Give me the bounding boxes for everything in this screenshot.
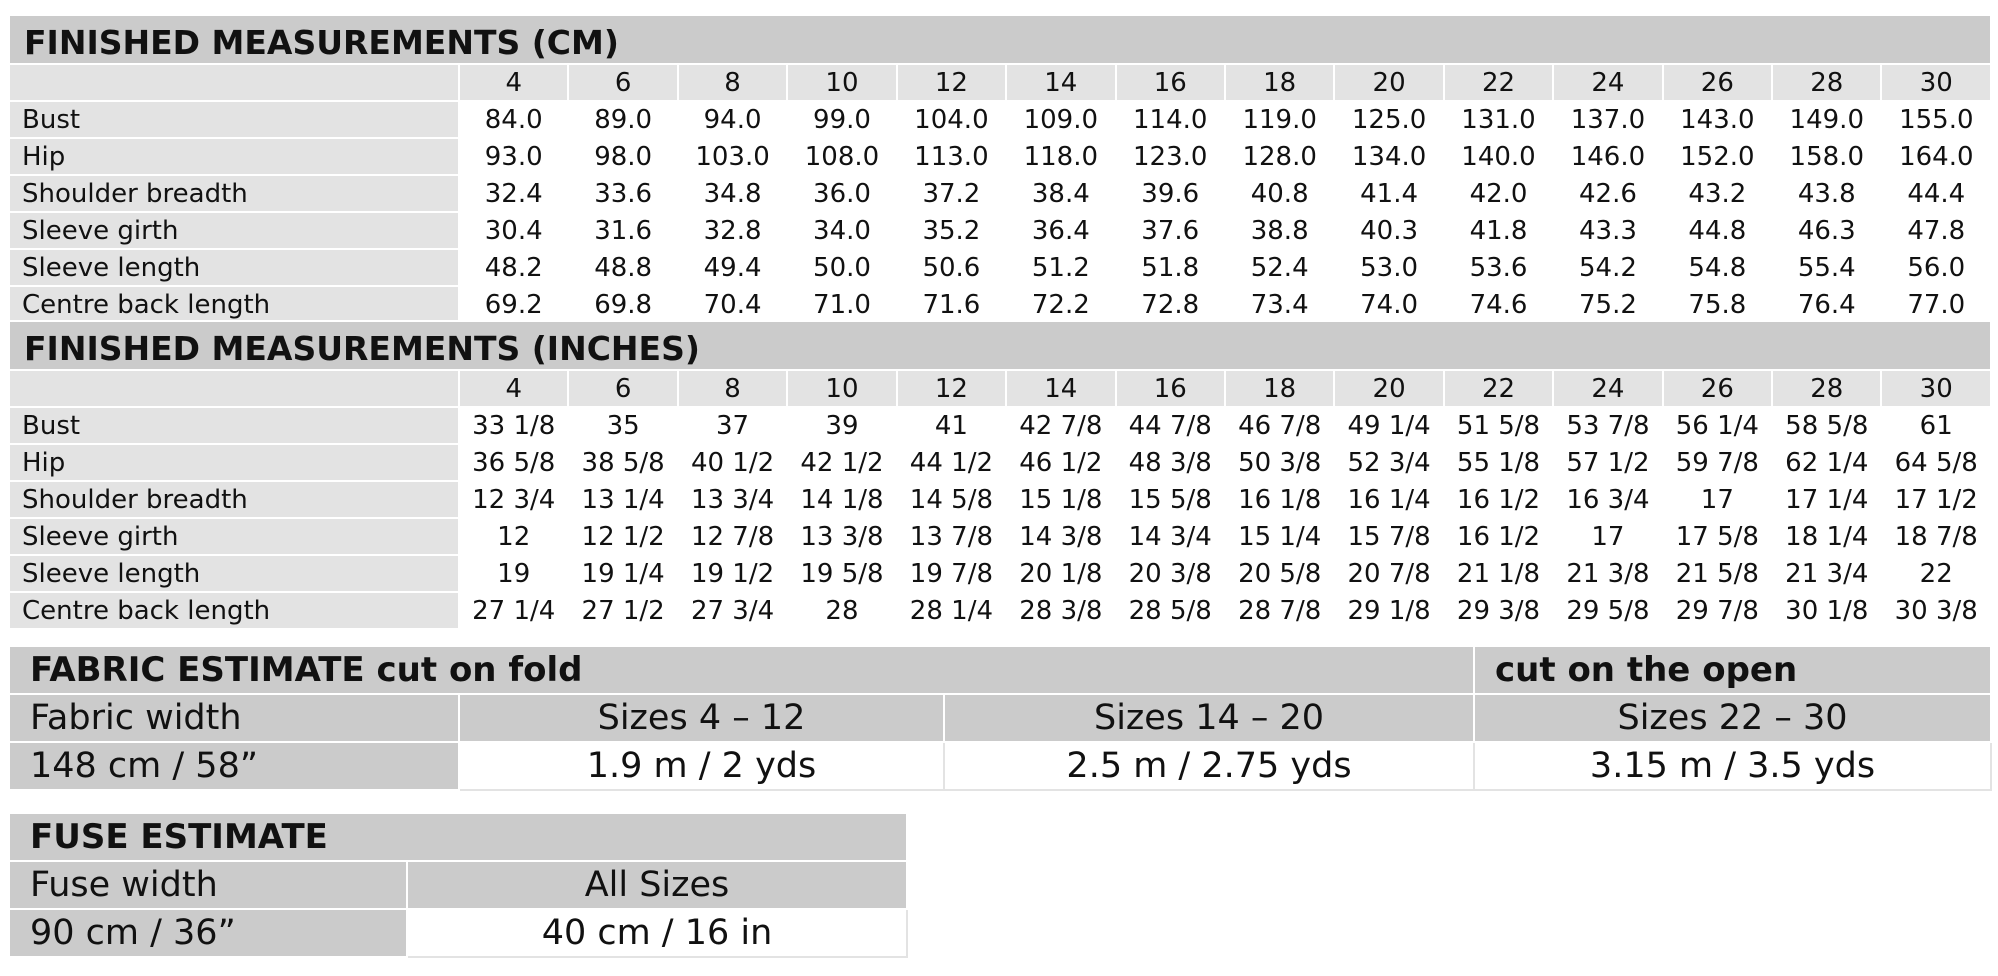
measurement-value: 55 1/8 [1444, 444, 1553, 481]
size-header-cell: 18 [1225, 370, 1334, 407]
measurement-value: 152.0 [1663, 138, 1772, 175]
measurement-label: Hip [9, 138, 459, 175]
measurement-value: 109.0 [1006, 101, 1115, 138]
measurement-value: 42.0 [1444, 175, 1553, 212]
measurement-value: 14 5/8 [897, 481, 1006, 518]
measurement-value: 39 [787, 407, 896, 444]
measurement-value: 18 7/8 [1881, 518, 1990, 555]
measurement-value: 16 1/2 [1444, 518, 1553, 555]
measurement-value: 36 5/8 [459, 444, 568, 481]
measurement-value: 40 1/2 [678, 444, 787, 481]
measurement-value: 21 5/8 [1663, 555, 1772, 592]
measurement-value: 30.4 [459, 212, 568, 249]
measurement-value: 55.4 [1772, 249, 1881, 286]
measurement-row [9, 175, 1991, 212]
measurement-value: 62 1/4 [1772, 444, 1881, 481]
measurement-value: 35 [568, 407, 677, 444]
size-header-cell: 12 [897, 64, 1006, 101]
size-header-cell: 4 [459, 370, 568, 407]
measurement-value: 28 1/4 [897, 592, 1006, 629]
measurement-value: 48 3/8 [1116, 444, 1225, 481]
measurement-value: 34.8 [678, 175, 787, 212]
fabric-amount: 3.15 m / 3.5 yds [1474, 742, 1991, 790]
measurement-value: 104.0 [897, 101, 1006, 138]
section-title: FINISHED MEASUREMENTS (INCHES) [9, 321, 1991, 370]
measurement-value: 46 7/8 [1225, 407, 1334, 444]
measurement-value: 103.0 [678, 138, 787, 175]
measurement-row [9, 212, 1991, 249]
measurement-label: Centre back length [9, 592, 459, 629]
measurement-value: 21 3/4 [1772, 555, 1881, 592]
measurement-row [9, 249, 1991, 286]
measurement-value: 69.2 [459, 286, 568, 323]
measurement-label: Bust [9, 407, 459, 444]
section-header-row [9, 15, 1991, 64]
measurement-value: 20 3/8 [1116, 555, 1225, 592]
measurement-value: 48.2 [459, 249, 568, 286]
measurement-value: 53.6 [1444, 249, 1553, 286]
measurement-value: 155.0 [1881, 101, 1991, 138]
measurement-value: 27 3/4 [678, 592, 787, 629]
measurement-value: 123.0 [1116, 138, 1225, 175]
fabric-width-value: 148 cm / 58” [9, 742, 459, 790]
size-header-cell: 4 [459, 64, 568, 101]
measurement-value: 57 1/2 [1553, 444, 1662, 481]
measurement-value: 72.8 [1116, 286, 1225, 323]
measurement-value: 50 3/8 [1225, 444, 1334, 481]
measurement-value: 28 7/8 [1225, 592, 1334, 629]
measurement-value: 50.6 [897, 249, 1006, 286]
measurement-value: 19 7/8 [897, 555, 1006, 592]
measurement-value: 43.8 [1772, 175, 1881, 212]
cm-measurements-table [8, 14, 1992, 324]
measurement-value: 19 5/8 [787, 555, 896, 592]
fabric-estimate-title-bold: FABRIC ESTIMATE [30, 650, 365, 690]
measurement-value: 13 7/8 [897, 518, 1006, 555]
measurement-value: 12 7/8 [678, 518, 787, 555]
measurement-label: Centre back length [9, 286, 459, 323]
measurement-value: 71.0 [787, 286, 896, 323]
fuse-title-row [9, 813, 907, 861]
measurement-value: 39.6 [1116, 175, 1225, 212]
size-header-blank [9, 370, 459, 407]
measurement-value: 12 [459, 518, 568, 555]
measurement-value: 37 [678, 407, 787, 444]
measurement-value: 38.8 [1225, 212, 1334, 249]
measurement-value: 51.8 [1116, 249, 1225, 286]
measurement-row [9, 444, 1991, 481]
measurement-value: 74.6 [1444, 286, 1553, 323]
fabric-estimate-table [8, 645, 1992, 791]
measurement-value: 164.0 [1881, 138, 1991, 175]
measurement-row [9, 138, 1991, 175]
measurement-value: 19 [459, 555, 568, 592]
measurement-value: 84.0 [459, 101, 568, 138]
measurement-value: 15 7/8 [1334, 518, 1443, 555]
size-header-cell: 20 [1334, 64, 1443, 101]
measurement-value: 118.0 [1006, 138, 1115, 175]
measurement-value: 149.0 [1772, 101, 1881, 138]
measurement-value: 21 3/8 [1553, 555, 1662, 592]
measurement-value: 17 1/2 [1881, 481, 1990, 518]
measurement-value: 13 3/8 [787, 518, 896, 555]
measurement-value: 19 1/2 [678, 555, 787, 592]
measurement-value: 27 1/2 [568, 592, 677, 629]
measurement-value: 53 7/8 [1553, 407, 1662, 444]
measurement-value: 21 1/8 [1444, 555, 1553, 592]
measurement-value: 93.0 [459, 138, 568, 175]
measurement-value: 72.2 [1006, 286, 1115, 323]
measurement-value: 13 1/4 [568, 481, 677, 518]
measurement-value: 71.6 [897, 286, 1006, 323]
measurement-value: 56 1/4 [1663, 407, 1772, 444]
measurement-value: 108.0 [787, 138, 896, 175]
fabric-width-label: Fabric width [9, 694, 459, 742]
measurement-value: 43.2 [1663, 175, 1772, 212]
measurement-value: 76.4 [1772, 286, 1881, 323]
measurement-label: Sleeve length [9, 555, 459, 592]
measurement-value: 44 7/8 [1116, 407, 1225, 444]
size-header-cell: 22 [1444, 64, 1553, 101]
measurement-value: 29 1/8 [1334, 592, 1443, 629]
size-header-cell: 8 [678, 370, 787, 407]
measurement-value: 113.0 [897, 138, 1006, 175]
measurement-value: 41 [897, 407, 1006, 444]
fuse-amount: 40 cm / 16 in [407, 909, 907, 957]
measurement-label: Shoulder breadth [9, 175, 459, 212]
measurement-value: 17 [1663, 481, 1772, 518]
measurement-value: 64 5/8 [1881, 444, 1990, 481]
measurement-value: 12 1/2 [568, 518, 677, 555]
measurement-label: Sleeve girth [9, 518, 459, 555]
fuse-estimate-table [8, 812, 908, 958]
measurement-row [9, 101, 1991, 138]
measurement-value: 14 3/8 [1006, 518, 1115, 555]
measurement-value: 15 5/8 [1116, 481, 1225, 518]
measurement-value: 75.8 [1663, 286, 1772, 323]
measurement-value: 15 1/4 [1225, 518, 1334, 555]
measurement-value: 54.8 [1663, 249, 1772, 286]
measurement-value: 30 1/8 [1772, 592, 1881, 629]
size-header-cell: 14 [1006, 64, 1115, 101]
measurement-value: 38.4 [1006, 175, 1115, 212]
measurement-value: 16 1/2 [1444, 481, 1553, 518]
size-header-cell: 14 [1006, 370, 1115, 407]
measurement-value: 34.0 [787, 212, 896, 249]
measurement-row [9, 481, 1991, 518]
measurement-row [9, 407, 1991, 444]
fabric-size-range: Sizes 22 – 30 [1474, 694, 1991, 742]
measurement-label: Hip [9, 444, 459, 481]
measurement-value: 19 1/4 [568, 555, 677, 592]
measurement-value: 36.4 [1006, 212, 1115, 249]
measurement-value: 12 3/4 [459, 481, 568, 518]
measurement-value: 128.0 [1225, 138, 1334, 175]
measurement-value: 77.0 [1881, 286, 1991, 323]
measurement-value: 40.8 [1225, 175, 1334, 212]
cm-table-body [9, 15, 1991, 323]
measurement-value: 131.0 [1444, 101, 1553, 138]
fabric-size-range: Sizes 14 – 20 [944, 694, 1474, 742]
measurement-value: 94.0 [678, 101, 787, 138]
measurement-value: 75.2 [1553, 286, 1662, 323]
measurement-label: Sleeve girth [9, 212, 459, 249]
size-header-cell: 30 [1881, 370, 1990, 407]
size-header-cell: 6 [568, 64, 677, 101]
measurement-row [9, 592, 1991, 629]
measurement-value: 15 1/8 [1006, 481, 1115, 518]
size-header-cell: 6 [568, 370, 677, 407]
measurement-value: 20 1/8 [1006, 555, 1115, 592]
inch-measurements-table [8, 320, 1992, 630]
measurement-value: 42.6 [1553, 175, 1662, 212]
size-header-cell: 30 [1881, 64, 1991, 101]
measurement-value: 27 1/4 [459, 592, 568, 629]
measurement-value: 32.4 [459, 175, 568, 212]
fuse-value-row [9, 909, 907, 957]
fabric-size-range: Sizes 4 – 12 [459, 694, 944, 742]
section-title: FINISHED MEASUREMENTS (CM) [9, 15, 1991, 64]
measurement-value: 134.0 [1334, 138, 1443, 175]
measurement-value: 38 5/8 [568, 444, 677, 481]
measurement-row [9, 286, 1991, 323]
measurement-value: 42 1/2 [787, 444, 896, 481]
measurement-value: 35.2 [897, 212, 1006, 249]
measurement-value: 32.8 [678, 212, 787, 249]
measurement-value: 43.3 [1553, 212, 1662, 249]
fabric-width-header-row [9, 694, 1991, 742]
measurement-value: 17 [1553, 518, 1662, 555]
size-header-cell: 22 [1444, 370, 1553, 407]
size-header-row [9, 370, 1991, 407]
measurement-value: 44 1/2 [897, 444, 1006, 481]
size-header-cell: 10 [787, 370, 896, 407]
size-header-cell: 18 [1225, 64, 1334, 101]
measurement-value: 50.0 [787, 249, 896, 286]
measurement-value: 125.0 [1334, 101, 1443, 138]
measurement-value: 54.2 [1553, 249, 1662, 286]
measurement-value: 41.8 [1444, 212, 1553, 249]
size-header-row [9, 64, 1991, 101]
size-header-cell: 8 [678, 64, 787, 101]
measurement-label: Sleeve length [9, 249, 459, 286]
measurement-value: 33.6 [568, 175, 677, 212]
measurement-value: 51 5/8 [1444, 407, 1553, 444]
measurement-value: 37.2 [897, 175, 1006, 212]
measurement-value: 40.3 [1334, 212, 1443, 249]
measurement-value: 53.0 [1334, 249, 1443, 286]
measurement-value: 14 3/4 [1116, 518, 1225, 555]
size-header-cell: 28 [1772, 370, 1881, 407]
measurement-value: 58 5/8 [1772, 407, 1881, 444]
fuse-width-header-row [9, 861, 907, 909]
measurement-value: 158.0 [1772, 138, 1881, 175]
measurement-value: 56.0 [1881, 249, 1991, 286]
fuse-width-value: 90 cm / 36” [9, 909, 407, 957]
measurement-value: 17 5/8 [1663, 518, 1772, 555]
fabric-value-row [9, 742, 1991, 790]
measurement-label: Bust [9, 101, 459, 138]
measurement-value: 69.8 [568, 286, 677, 323]
measurement-value: 143.0 [1663, 101, 1772, 138]
measurement-value: 73.4 [1225, 286, 1334, 323]
measurement-value: 41.4 [1334, 175, 1443, 212]
measurement-value: 28 [787, 592, 896, 629]
fabric-estimate-title-rest: cut on fold [376, 650, 583, 690]
measurement-value: 29 3/8 [1444, 592, 1553, 629]
size-header-cell: 16 [1116, 64, 1225, 101]
measurement-value: 37.6 [1116, 212, 1225, 249]
measurement-value: 28 5/8 [1116, 592, 1225, 629]
measurement-value: 70.4 [678, 286, 787, 323]
measurement-value: 140.0 [1444, 138, 1553, 175]
measurement-value: 42 7/8 [1006, 407, 1115, 444]
measurement-value: 51.2 [1006, 249, 1115, 286]
fuse-estimate-title: FUSE ESTIMATE [9, 813, 907, 861]
measurement-value: 61 [1881, 407, 1990, 444]
measurement-value: 44.4 [1881, 175, 1991, 212]
measurement-value: 16 1/4 [1334, 481, 1443, 518]
fabric-title-row [9, 646, 1991, 694]
measurement-row [9, 555, 1991, 592]
size-header-cell: 12 [897, 370, 1006, 407]
measurement-value: 31.6 [568, 212, 677, 249]
measurement-value: 28 3/8 [1006, 592, 1115, 629]
measurement-value: 36.0 [787, 175, 896, 212]
measurement-value: 44.8 [1663, 212, 1772, 249]
measurement-value: 46.3 [1772, 212, 1881, 249]
measurement-value: 30 3/8 [1881, 592, 1990, 629]
measurement-value: 33 1/8 [459, 407, 568, 444]
measurement-value: 59 7/8 [1663, 444, 1772, 481]
fuse-width-label: Fuse width [9, 861, 407, 909]
measurement-value: 52 3/4 [1334, 444, 1443, 481]
measurement-value: 89.0 [568, 101, 677, 138]
measurement-value: 18 1/4 [1772, 518, 1881, 555]
cut-on-open-title: cut on the open [1474, 646, 1991, 694]
fabric-amount: 2.5 m / 2.75 yds [944, 742, 1474, 790]
measurement-value: 14 1/8 [787, 481, 896, 518]
size-header-cell: 16 [1116, 370, 1225, 407]
measurement-value: 114.0 [1116, 101, 1225, 138]
fabric-estimate-title [9, 646, 1474, 694]
measurement-value: 74.0 [1334, 286, 1443, 323]
size-header-cell: 24 [1553, 64, 1662, 101]
measurement-value: 29 7/8 [1663, 592, 1772, 629]
section-header-row [9, 321, 1991, 370]
size-header-cell: 26 [1663, 370, 1772, 407]
measurement-label: Shoulder breadth [9, 481, 459, 518]
inch-table-body [9, 321, 1991, 629]
measurement-value: 49 1/4 [1334, 407, 1443, 444]
measurement-value: 137.0 [1553, 101, 1662, 138]
measurement-value: 13 3/4 [678, 481, 787, 518]
measurement-value: 20 7/8 [1334, 555, 1443, 592]
size-header-cell: 10 [787, 64, 896, 101]
measurement-value: 46 1/2 [1006, 444, 1115, 481]
size-header-blank [9, 64, 459, 101]
measurement-value: 17 1/4 [1772, 481, 1881, 518]
measurement-value: 99.0 [787, 101, 896, 138]
size-header-cell: 24 [1553, 370, 1662, 407]
fuse-size-range: All Sizes [407, 861, 907, 909]
measurement-row [9, 518, 1991, 555]
measurement-value: 52.4 [1225, 249, 1334, 286]
measurement-value: 22 [1881, 555, 1990, 592]
measurement-value: 146.0 [1553, 138, 1662, 175]
measurement-value: 48.8 [568, 249, 677, 286]
measurement-value: 47.8 [1881, 212, 1991, 249]
measurement-value: 16 3/4 [1553, 481, 1662, 518]
size-header-cell: 26 [1663, 64, 1772, 101]
measurement-value: 16 1/8 [1225, 481, 1334, 518]
fabric-amount: 1.9 m / 2 yds [459, 742, 944, 790]
measurement-value: 20 5/8 [1225, 555, 1334, 592]
measurement-value: 119.0 [1225, 101, 1334, 138]
measurement-value: 98.0 [568, 138, 677, 175]
size-header-cell: 20 [1334, 370, 1443, 407]
measurement-value: 49.4 [678, 249, 787, 286]
size-header-cell: 28 [1772, 64, 1881, 101]
measurement-value: 29 5/8 [1553, 592, 1662, 629]
